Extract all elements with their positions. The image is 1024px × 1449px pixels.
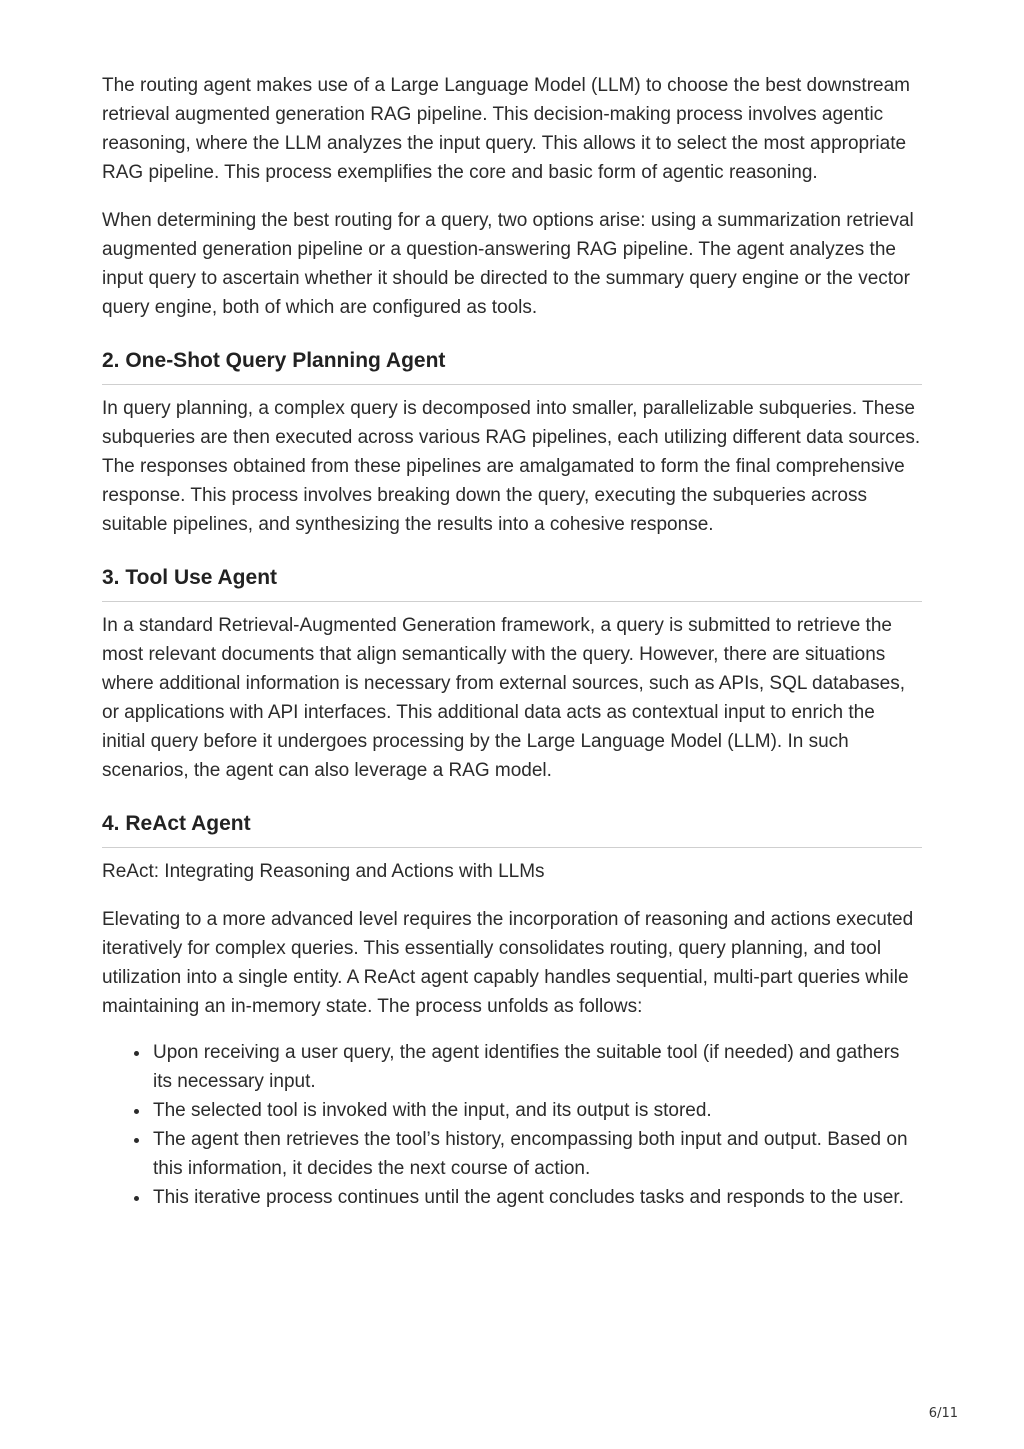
tool-use-paragraph: In a standard Retrieval-Augmented Generation framework, a query is submitted to retrieve the most relevant documents that align semantically with the query. However, there are situations where additional information is necessary from external sources, such as APIs, SQL databases, or applications with API interfaces. This additional data acts as contextual input to enrich the initial query before it undergoes processing by the Large Language Model (LLM). In such scenarios, the agent can also leverage a RAG model.: [102, 615, 905, 781]
article-body: [102, 71, 922, 1212]
react-subtitle: ReAct: Integrating Reasoning and Actions with LLMs: [102, 861, 545, 882]
list-item: This iterative process continues until the agent concludes tasks and responds to the user.: [153, 1183, 922, 1212]
section-heading-react: 4. ReAct Agent: [102, 809, 922, 848]
section-heading-query-planning: 2. One-Shot Query Planning Agent: [102, 346, 922, 385]
react-process-list: [102, 1038, 922, 1212]
list-item: The agent then retrieves the tool’s history, encompassing both input and output. Based on this information, it decides the next course of action.: [153, 1125, 922, 1183]
query-planning-paragraph: In query planning, a complex query is decomposed into smaller, parallelizable subqueries. These subqueries are then executed across various RAG pipelines, each utilizing different data sources. The responses obtained from these pipelines are amalgamated to form the final comprehensive response. This process involves breaking down the query, executing the subqueries across suitable pipelines, and synthesizing the results into a cohesive response.: [102, 398, 921, 535]
list-item: The selected tool is invoked with the input, and its output is stored.: [153, 1096, 922, 1125]
section-heading-tool-use: 3. Tool Use Agent: [102, 563, 922, 602]
page-number: 6/11: [928, 1406, 958, 1421]
react-paragraph: Elevating to a more advanced level requires the incorporation of reasoning and actions executed iteratively for complex queries. This essentially consolidates routing, query planning, and tool utilization into a single entity. A ReAct agent capably handles sequential, multi-part queries while maintaining an in-memory state. The process unfolds as follows:: [102, 909, 914, 1017]
intro-paragraph-1: The routing agent makes use of a Large Language Model (LLM) to choose the best downstream retrieval augmented generation RAG pipeline. This decision-making process involves agentic reasoning, where the LLM analyzes the input query. This allows it to select the most appropriate RAG pipeline. This process exemplifies the core and basic form of agentic reasoning.: [102, 75, 910, 183]
intro-paragraph-2: When determining the best routing for a query, two options arise: using a summarization retrieval augmented generation pipeline or a question-answering RAG pipeline. The agent analyzes the input query to ascertain whether it should be directed to the summary query engine or the vector query engine, both of which are configured as tools.: [102, 210, 914, 318]
list-item: Upon receiving a user query, the agent identifies the suitable tool (if needed) and gathers its necessary input.: [153, 1038, 922, 1096]
